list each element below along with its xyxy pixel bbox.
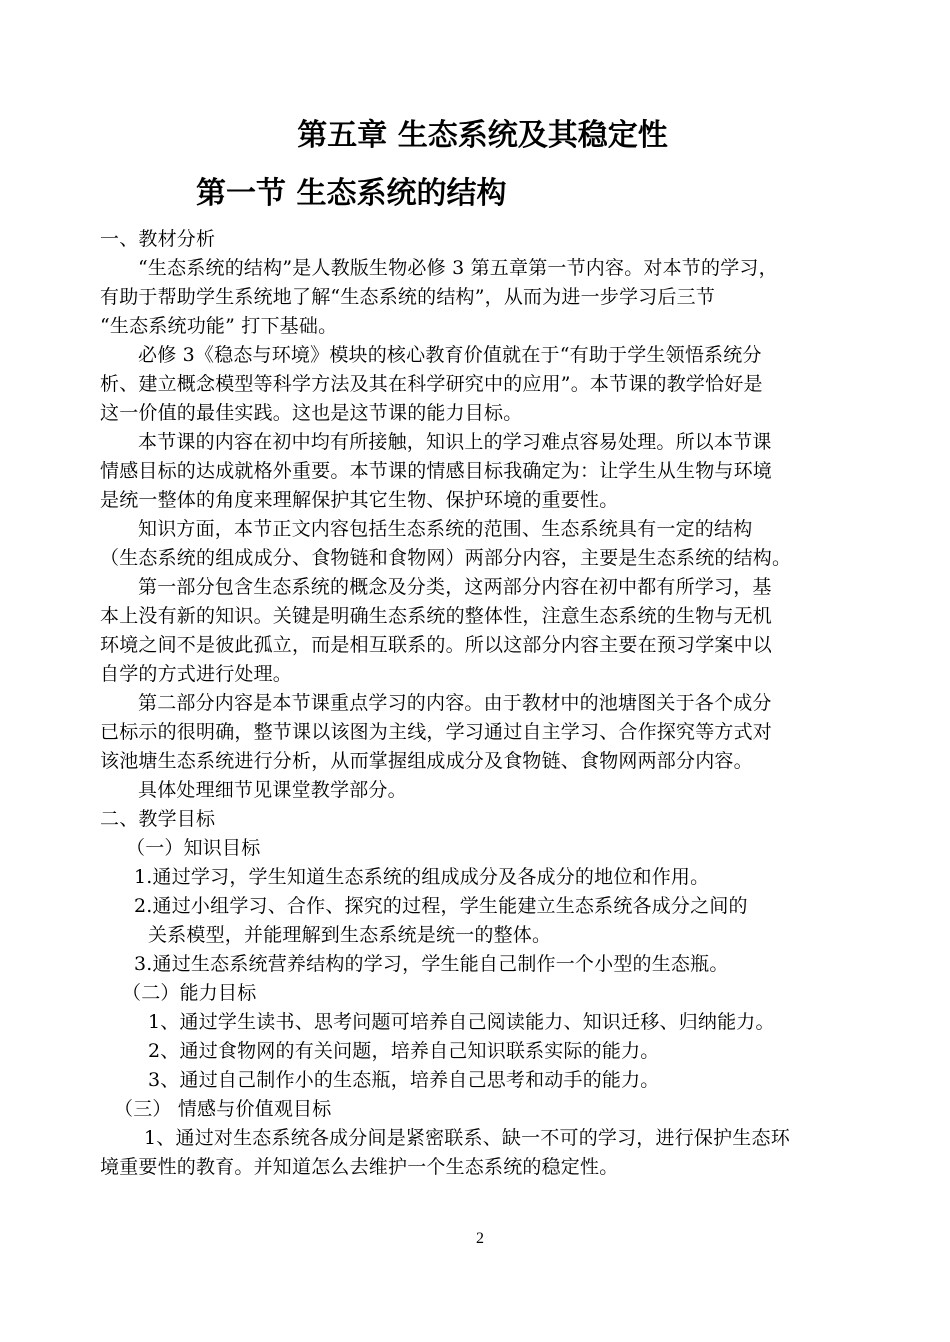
heading-2: 二、教学目标 [100, 808, 216, 830]
paragraph-line: 第一部分包含生态系统的概念及分类，这两部分内容在初中都有所学习，基 [138, 576, 772, 598]
paragraph-line: 本节课的内容在初中均有所接触，知识上的学习难点容易处理。所以本节课 [138, 431, 772, 453]
chapter-title: 第五章 生态系统及其稳定性 [297, 118, 668, 153]
paragraph-line: “生态系统的结构”是人教版生物必修 3 第五章第一节内容。对本节的学习， [138, 257, 778, 279]
paragraph-line: “生态系统功能” 打下基础。 [100, 315, 338, 337]
page-number: 2 [476, 1230, 484, 1247]
paragraph-line: （生态系统的组成成分、食物链和食物网）两部分内容，主要是生态系统的结构。 [100, 547, 792, 569]
list-item: 1.通过学习，学生知道生态系统的组成成分及各成分的地位和作用。 [134, 866, 710, 888]
subheading-ability: （二）能力目标 [122, 982, 257, 1004]
heading-1: 一、教材分析 [100, 228, 216, 250]
paragraph-line: 已标示的很明确，整节课以该图为主线，学习通过自主学习、合作探究等方式对 [100, 721, 773, 743]
paragraph-line: 自学的方式进行处理。 [100, 663, 293, 685]
paragraph-line: 析、建立概念模型等科学方法及其在科学研究中的应用”。本节课的教学恰好是 [100, 373, 763, 395]
section-title: 第一节 生态系统的结构 [196, 176, 507, 211]
paragraph-line: 该池塘生态系统进行分析，从而掌握组成成分及食物链、食物网两部分内容。 [100, 750, 753, 772]
list-item-continuation: 关系模型，并能理解到生态系统是统一的整体。 [148, 924, 552, 946]
list-item: 3.通过生态系统营养结构的学习，学生能自己制作一个小型的生态瓶。 [134, 953, 729, 975]
list-item: 3、通过自己制作小的生态瓶，培养自己思考和动手的能力。 [148, 1069, 660, 1091]
paragraph-line: 是统一整体的角度来理解保护其它生物、保护环境的重要性。 [100, 489, 619, 511]
list-item-continuation: 境重要性的教育。并知道怎么去维护一个生态系统的稳定性。 [100, 1156, 619, 1178]
list-item: 1、通过学生读书、思考问题可培养自己阅读能力、知识迁移、归纳能力。 [148, 1011, 775, 1033]
paragraph-line: 有助于帮助学生系统地了解“生态系统的结构”，从而为进一步学习后三节 [100, 286, 716, 308]
list-item: 2、通过食物网的有关问题，培养自己知识联系实际的能力。 [148, 1040, 660, 1062]
paragraph-line: 情感目标的达成就格外重要。本节课的情感目标我确定为：让学生从生物与环境 [100, 460, 773, 482]
paragraph-line: 知识方面，本节正文内容包括生态系统的范围、生态系统具有一定的结构 [138, 518, 753, 540]
list-item: 2.通过小组学习、合作、探究的过程，学生能建立生态系统各成分之间的 [134, 895, 748, 917]
paragraph-line: 具体处理细节见课堂教学部分。 [138, 779, 407, 801]
list-item: 1、通过对生态系统各成分间是紧密联系、缺一不可的学习，进行保护生态环 [144, 1127, 790, 1149]
paragraph-line: 这一价值的最佳实践。这也是这节课的能力目标。 [100, 402, 523, 424]
paragraph-line: 必修 3《稳态与环境》模块的核心教育价值就在于“有助于学生领悟系统分 [138, 344, 762, 366]
paragraph-line: 第二部分内容是本节课重点学习的内容。由于教材中的池塘图关于各个成分 [138, 692, 772, 714]
subheading-emotion: （三） 情感与价值观目标 [114, 1098, 332, 1120]
subheading-knowledge: （一）知识目标 [126, 837, 261, 859]
paragraph-line: 本上没有新的知识。关键是明确生态系统的整体性，注意生态系统的生物与无机 [100, 605, 773, 627]
paragraph-line: 环境之间不是彼此孤立，而是相互联系的。所以这部分内容主要在预习学案中以 [100, 634, 773, 656]
